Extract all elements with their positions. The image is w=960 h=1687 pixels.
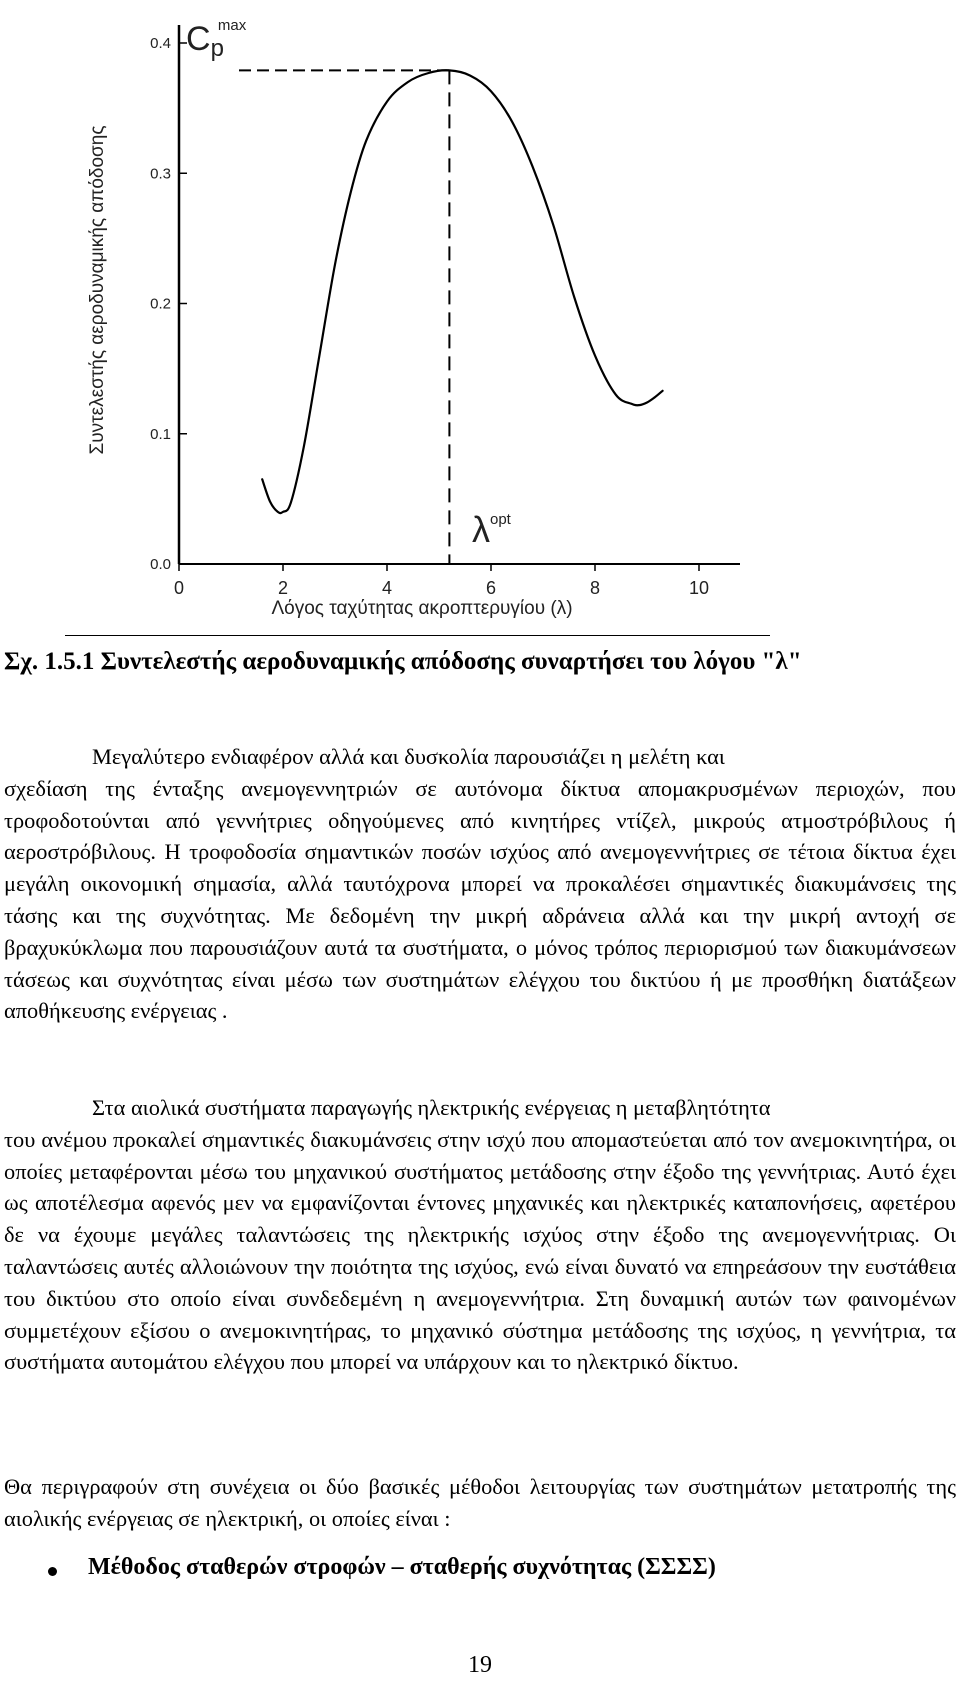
x-tick-label: 4 — [381, 578, 393, 598]
x-tick-label: 6 — [485, 578, 497, 598]
figure-caption: Σχ. 1.5.1 Συντελεστής αεροδυναμικής απόδοσης συναρτήσει του λόγου "λ" — [4, 648, 802, 675]
caption-rule — [65, 635, 770, 636]
cp-curve-line — [262, 70, 662, 513]
x-axis-label: Λόγος ταχύτητας ακροπτερυγίου (λ) — [271, 598, 573, 619]
paragraph-3 — [4, 1471, 956, 1535]
cp-max-label: Cpmax — [186, 17, 247, 62]
x-tick-label: 0 — [173, 578, 185, 598]
x-tick-label: 2 — [277, 578, 289, 598]
paragraph-2 — [4, 1092, 956, 1378]
paragraph-2-first-line: Στα αιολικά συστήματα παραγωγής ηλεκτρικής ενέργειας η μεταβλητότητα — [92, 1095, 771, 1120]
y-tick-label: 0.3 — [150, 165, 171, 183]
x-tick-label: 8 — [589, 578, 601, 598]
paragraph-1-body: σχεδίαση της ένταξης ανεμογεννητριών σε αυτόνομα δίκτυα απομακρυσμένων περιοχών, που τροφοδοτούνται από γεννήτριες οδηγούμενες από κινητήρες ντίζελ, μικρούς ατμοστρόβιλους ή αεροστρόβιλους. Η τροφοδοσία σημαντικών ποσών ισχύος από ανεμογεννήτριες σε τέτοια δίκτυα έχει μεγάλη οικονομική σημασία, αλλά ταυτόχρονα μπορεί να προκαλέσει σημαντικές διακυμάνσεις της τάσης και της συχνότητας. Με δεδομένη την μικρή αδράνεια αλλά και την μικρή αντοχή σε βραχυκύκλωμα που παρουσιάζουν αυτά τα συστήματα, ο μόνος τρόπος περιορισμού των διακυμάνσεων τάσεως και συχνότητας είναι μέσω των συστημάτων ελέγχου του δικτύου ή με προσθήκη διατάξεων αποθήκευσης ενέργειας . — [4, 775, 956, 1024]
y-tick-label: 0.4 — [150, 35, 171, 52]
paragraph-1 — [4, 741, 956, 1027]
paragraph-3-body: Θα περιγραφούν στη συνέχεια οι δύο βασικές μέθοδοι λειτουργίας των συστημάτων μετατροπής της αιολικής ενέργειας σε ηλεκτρική, οι οποίες είναι : — [4, 1474, 956, 1531]
paragraph-1-first-line: Μεγαλύτερο ενδιαφέρον αλλά και δυσκολία παρουσιάζει η μελέτη και — [92, 744, 725, 769]
paragraph-2-body: του ανέμου προκαλεί σημαντικές διακυμάνσεις στην ισχύ που απομαστεύεται από τον ανεμοκινητήρα, οι οποίες μεταφέρονται μέσω του μηχανικού συστήματος μετάδοσης στην έξοδο της γεννήτριας. Αυτό έχει ως αποτέλεσμα αφενός μεν να εμφανίζονται έντονες μηχανικές και ηλεκτρικές καταπονήσεις, αφετέρου δε να έχουμε μεγάλες ταλαντώσεις της ηλεκτρικής ισχύος στην έξοδο της ανεμογεννήτριας. Οι ταλαντώσεις αυτές αλλοιώνουν την ποιότητα της ισχύος, ενώ είναι δυνατό να επηρεάσουν την ευστάθεια του δικτύου στο οποίο είναι συνδεδεμένη η ανεμογεννήτρια. Στη δυναμική αυτών των φαινομένων συμμετέχουν εξίσου ο ανεμοκινητήρας, το μηχανικό σύστημα μετάδοσης της ισχύος, η γεννήτρια, τα συστήματα αυτομάτου ελέγχου που μπορεί να υπάρχουν και το ηλεκτρικό δίκτυο. — [4, 1126, 956, 1375]
y-tick-label: 0.2 — [150, 295, 171, 313]
lambda-opt-label: $\lambda^{opt}$ — [472, 509, 511, 550]
x-tick-label: 10 — [688, 578, 710, 598]
y-axis-label: Συντελεστής αεροδυναμικής απόδοσης — [87, 125, 108, 455]
page-number: 19 — [468, 1652, 492, 1678]
y-tick-label: 0.1 — [150, 425, 171, 443]
bullet-text: Μέθοδος σταθερών στροφών – σταθερής συχνότητας (ΣΣΣΣ) — [88, 1554, 716, 1580]
y-tick-label: 0.0 — [150, 556, 171, 573]
bullet-dot-icon — [48, 1567, 57, 1576]
cp-lambda-chart — [80, 0, 760, 630]
